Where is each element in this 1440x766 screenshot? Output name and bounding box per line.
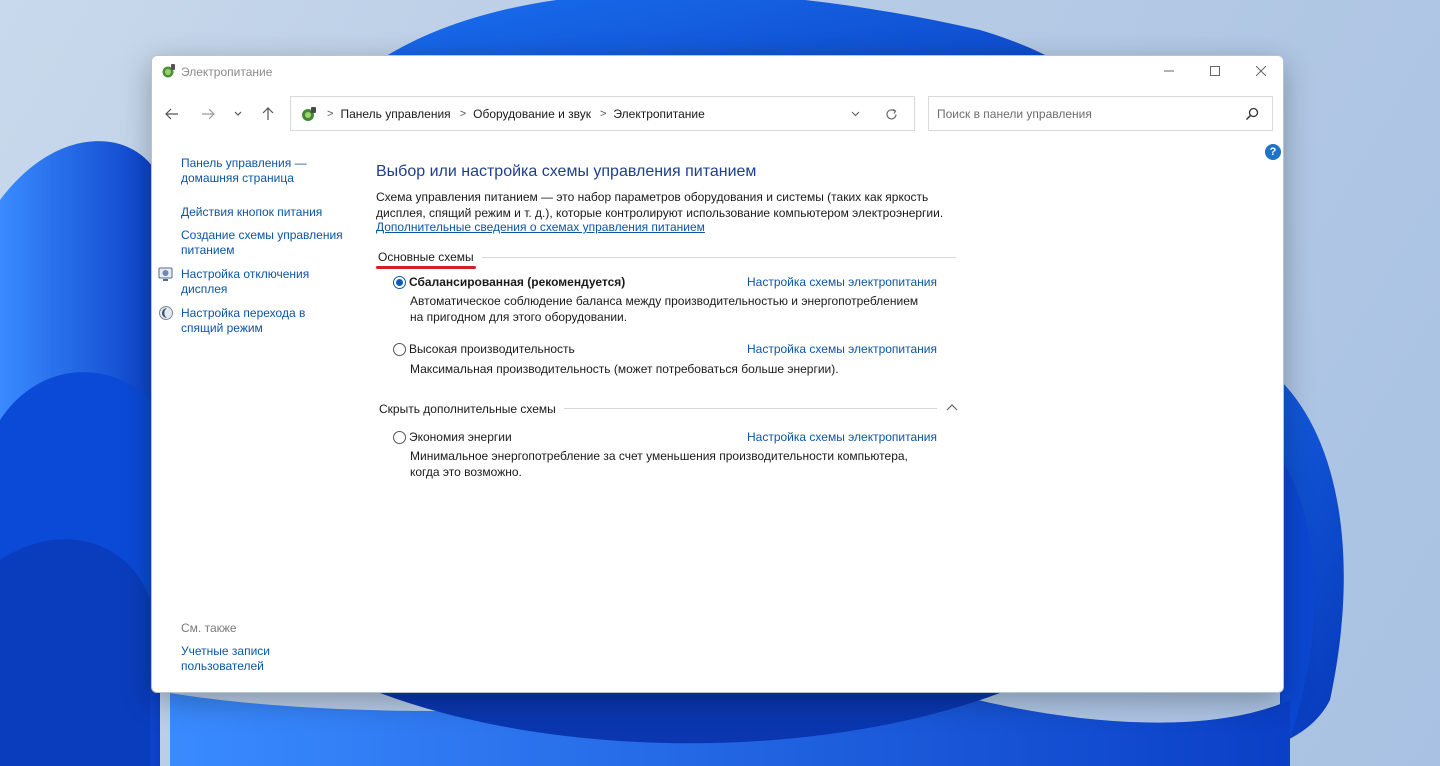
back-button[interactable] [160,102,184,126]
up-button[interactable] [256,102,280,126]
close-icon [1256,66,1266,76]
power-options-icon [161,63,177,79]
maximize-icon [1210,66,1220,76]
sidebar-item-display-off[interactable]: Настройка отключения дисплея [181,267,310,296]
search-input[interactable] [937,105,1237,123]
arrow-up-icon [262,107,274,121]
see-also-heading: См. также [181,621,237,635]
sidebar-item-user-accounts[interactable]: Учетные записи пользователей [181,644,270,673]
address-bar[interactable] [290,96,915,131]
chevron-right-icon[interactable]: > [599,107,607,120]
chevron-up-icon[interactable] [945,402,959,412]
sidebar-item-sleep[interactable]: Настройка перехода в спящий режим [181,306,306,335]
group-divider [482,257,956,258]
chevron-right-icon: > [327,107,334,120]
group-header-primary: Основные схемы [378,250,474,264]
plan-radio-balanced[interactable] [393,276,406,289]
display-icon [158,266,174,282]
plan-radio-power-saver[interactable] [393,431,406,444]
maximize-button[interactable] [1192,56,1238,86]
power-options-window [151,55,1284,693]
title-bar [152,56,1283,88]
page-title: Выбор или настройка схемы управления питанием [376,163,757,180]
plan-name-balanced[interactable]: Сбалансированная (рекомендуется) [409,275,626,289]
close-button[interactable] [1238,56,1284,86]
sidebar-item-power-buttons[interactable]: Действия кнопок питания [181,205,323,219]
plan-settings-link-high-performance[interactable]: Настройка схемы электропитания [747,342,937,356]
arrow-left-icon [165,108,179,120]
breadcrumb-control-panel[interactable]: Панель управления [340,106,451,121]
search-icon[interactable] [1245,107,1259,121]
forward-button[interactable] [196,102,220,126]
chevron-down-icon [851,111,860,117]
plan-name-power-saver[interactable]: Экономия энергии [409,430,512,444]
group-divider [564,408,937,409]
sidebar-item-control-panel-home[interactable]: Панель управления — домашняя страница [181,156,307,185]
sleep-moon-icon [158,305,174,321]
highlight-underline [376,266,476,269]
control-panel-icon [300,105,318,123]
breadcrumb-power-options[interactable]: Электропитание [613,106,705,121]
chevron-right-icon[interactable]: > [459,107,467,120]
sidebar-item-create-plan[interactable]: Создание схемы управления питанием [181,228,343,257]
plan-settings-link-balanced[interactable]: Настройка схемы электропитания [747,275,937,289]
plan-desc-power-saver: Минимальное энергопотребление за счет уменьшения производительности компьютера, когда это возможно. [410,449,908,479]
plan-radio-high-performance[interactable] [393,343,406,356]
refresh-button[interactable] [881,105,901,123]
search-box[interactable] [928,96,1273,131]
plan-name-high-performance[interactable]: Высокая производительность [409,342,575,356]
more-info-link[interactable]: Дополнительные сведения о схемах управления питанием [376,220,705,234]
minimize-button[interactable] [1146,56,1192,86]
plan-desc-balanced: Автоматическое соблюдение баланса между производительностью и энергопотреблением на пригодном для этого оборудовании. [410,294,919,324]
address-history-dropdown[interactable] [846,106,864,122]
plan-desc-high-performance: Максимальная производительность (может потребоваться больше энергии). [410,362,839,376]
breadcrumb-hardware-sound[interactable]: Оборудование и звук [473,106,591,121]
window-title: Электропитание [181,65,273,79]
recent-locations-button[interactable] [228,102,248,126]
arrow-right-icon [201,108,215,120]
chevron-down-icon [234,111,242,117]
refresh-icon [885,108,898,121]
minimize-icon [1164,66,1174,76]
help-icon[interactable]: ? [1265,144,1281,160]
plan-settings-link-power-saver[interactable]: Настройка схемы электропитания [747,430,937,444]
group-header-additional[interactable]: Скрыть дополнительные схемы [379,402,556,416]
page-description: Схема управления питанием — это набор параметров оборудования и системы (таких как яркость дисплея, спящий режим и т. д.), которые контролируют использование компьютером электроэнергии. [376,190,944,220]
